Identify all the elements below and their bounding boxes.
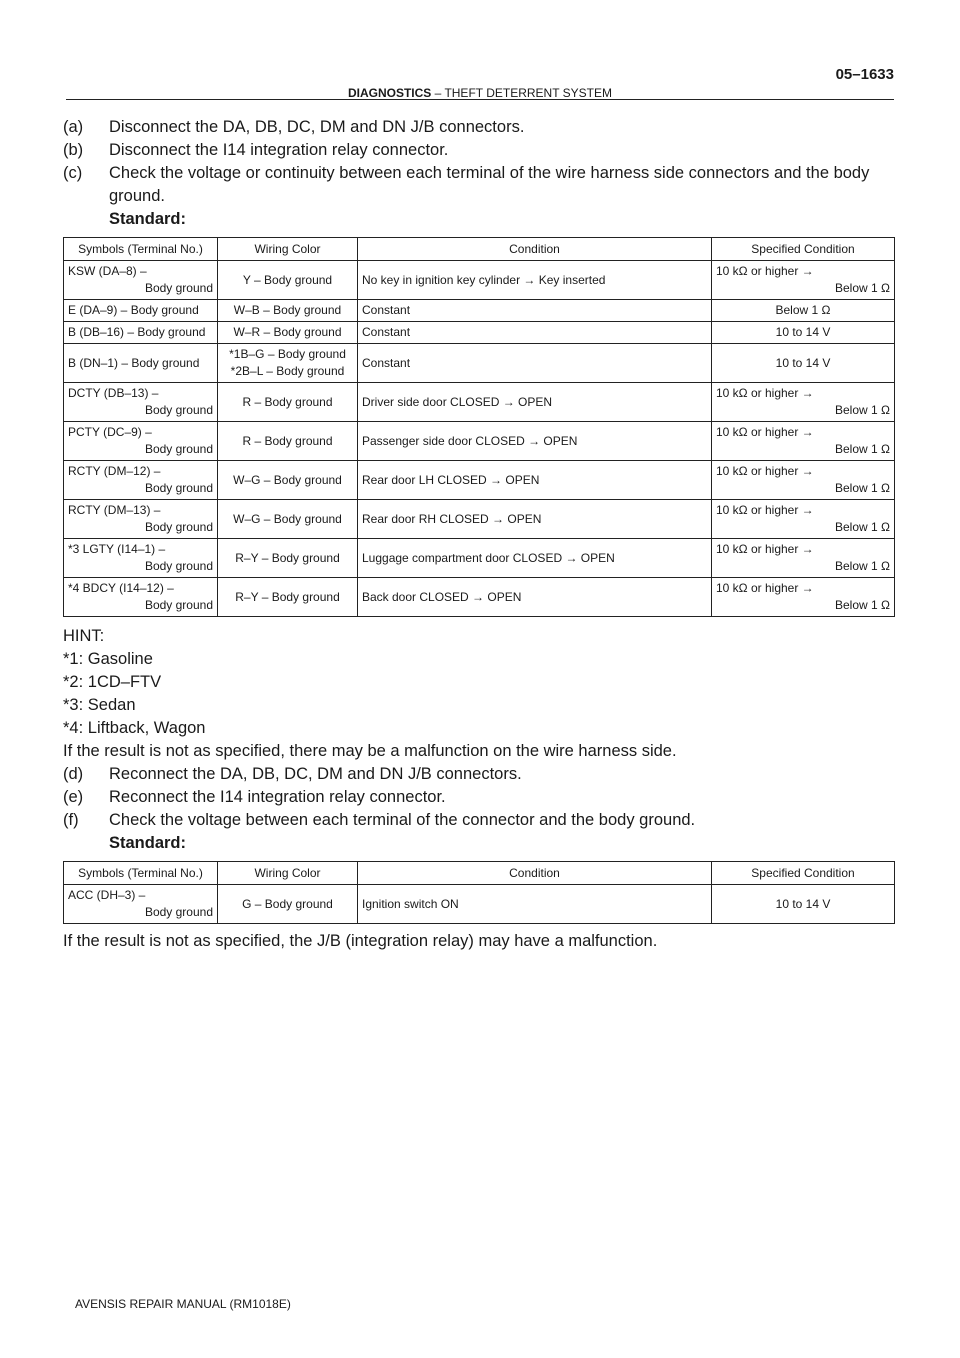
symbol-line1: DCTY (DB–13) – — [68, 386, 159, 400]
condition-cell: Passenger side door CLOSED → OPEN — [358, 422, 712, 461]
condition-cell: Rear door RH CLOSED → OPEN — [358, 500, 712, 539]
wiring-line1: W–G – Body ground — [233, 511, 342, 526]
table-row — [64, 322, 895, 344]
spec-line2: Below 1 Ω — [835, 598, 890, 612]
table-header-row — [64, 862, 895, 885]
spec-cell: 10 to 14 V — [712, 885, 895, 924]
page-header — [66, 66, 894, 100]
symbol-line2: Body ground — [144, 403, 213, 417]
symbol-cell — [64, 578, 218, 617]
hint-note-text: : Sedan — [78, 696, 136, 714]
column-header: Wiring Color — [218, 238, 358, 261]
table-row — [64, 261, 895, 300]
table-body — [64, 261, 895, 617]
step-item — [63, 162, 895, 208]
symbol-line2: Body ground — [144, 442, 213, 456]
symbol-line1: RCTY (DM–13) – — [68, 503, 161, 517]
step-label: (d) — [63, 765, 84, 783]
final-result: If the result is not as specified, the J/B (integration relay) may have a malfunction. — [63, 932, 658, 950]
hint-note-mark: *3 — [63, 696, 79, 714]
symbol-cell — [64, 383, 218, 422]
wiring-line2: *2B–L – Body ground — [230, 364, 345, 378]
wiring-cell — [218, 539, 358, 578]
hint-note-mark: *1 — [63, 650, 79, 668]
standard-label-1: Standard: — [109, 210, 187, 228]
spec-cell — [712, 261, 895, 300]
symbol-line2: Body ground — [144, 481, 213, 495]
table-row — [64, 300, 895, 322]
symbol-line1: PCTY (DC–9) – — [68, 425, 152, 439]
wiring-line1: W–G – Body ground — [233, 472, 342, 487]
hint-notes — [63, 648, 895, 740]
column-header: Condition — [358, 238, 712, 261]
table-row — [64, 539, 895, 578]
spec-cell — [712, 322, 895, 344]
step-label: (c) — [63, 164, 83, 182]
wiring-line1: *1B–G – Body ground — [229, 347, 346, 361]
wiring-line1: W–R – Body ground — [233, 325, 342, 339]
condition-cell: Back door CLOSED → OPEN — [358, 578, 712, 617]
wiring-cell — [218, 461, 358, 500]
step-item — [63, 763, 895, 786]
steps-mid — [63, 763, 895, 832]
hint-note-mark: *4 — [63, 719, 79, 737]
spec-table-1 — [63, 237, 895, 617]
hint-note — [63, 671, 895, 694]
wiring-cell — [218, 261, 358, 300]
symbol-cell — [64, 261, 218, 300]
wiring-cell — [218, 578, 358, 617]
step-text: Disconnect the DA, DB, DC, DM and DN J/B connectors. — [109, 118, 525, 136]
hint-title: HINT: — [63, 627, 105, 645]
spec-line1: 10 kΩ or higher → — [716, 425, 814, 439]
wiring-line1: W–B – Body ground — [233, 303, 342, 317]
step-text: Check the voltage between each terminal of the connector and the body ground. — [109, 811, 696, 829]
table-row — [64, 422, 895, 461]
wiring-cell — [218, 383, 358, 422]
symbol-cell — [64, 461, 218, 500]
wiring-cell: G – Body ground — [218, 885, 358, 924]
column-header: Specified Condition — [712, 238, 895, 261]
spec-line1: 10 to 14 V — [775, 355, 831, 370]
hint-note-text: : Gasoline — [78, 650, 153, 668]
steps-top — [63, 116, 895, 208]
step-item — [63, 809, 895, 832]
step-text: Check the voltage or continuity between each terminal of the wire harness side connectors and the body ground. — [109, 164, 870, 205]
wiring-line1: R–Y – Body ground — [235, 589, 340, 604]
symbol-cell — [64, 539, 218, 578]
wiring-cell — [218, 500, 358, 539]
symbol-cell — [64, 344, 218, 383]
condition-cell: Constant — [358, 300, 712, 322]
condition-cell: Rear door LH CLOSED → OPEN — [358, 461, 712, 500]
symbol-line2: Body ground — [144, 520, 213, 534]
table-row — [64, 461, 895, 500]
symbol-line2: Body ground — [144, 281, 213, 295]
wiring-line1: R–Y – Body ground — [235, 550, 340, 565]
symbol-line2: Body ground — [144, 905, 213, 919]
spec-line1: 10 kΩ or higher → — [716, 581, 814, 595]
spec-line1: 10 kΩ or higher → — [716, 386, 814, 400]
spec-line2: Below 1 Ω — [835, 481, 890, 495]
symbol-line1: KSW (DA–8) – — [68, 264, 147, 278]
column-header: Symbols (Terminal No.) — [64, 862, 218, 885]
hint-note — [63, 717, 895, 740]
symbol-line1: RCTY (DM–12) – — [68, 464, 161, 478]
hint-note-mark: *2 — [63, 673, 79, 691]
spec-cell — [712, 461, 895, 500]
step-label: (f) — [63, 811, 79, 829]
hint-note-text: : 1CD–FTV — [78, 673, 162, 691]
page-number: 05–1633 — [835, 66, 894, 83]
symbol-cell — [64, 300, 218, 322]
symbol-cell — [64, 500, 218, 539]
hint-result: If the result is not as specified, there may be a malfunction on the wire harness side. — [63, 742, 677, 760]
wiring-line1: Y – Body ground — [242, 272, 333, 287]
hint-note-text: : Liftback, Wagon — [78, 719, 206, 737]
spec-line2: Below 1 Ω — [835, 442, 890, 456]
symbol-cell — [64, 322, 218, 344]
spec-line1: Below 1 Ω — [775, 303, 831, 317]
spec-cell — [712, 500, 895, 539]
step-text: Reconnect the I14 integration relay connector. — [109, 788, 446, 806]
step-label: (b) — [63, 141, 84, 159]
wiring-cell — [218, 422, 358, 461]
table-row — [64, 383, 895, 422]
page-content — [63, 116, 895, 953]
symbol-line1: E (DA–9) – Body ground — [68, 303, 199, 317]
step-label: (e) — [63, 788, 84, 806]
wiring-line1: R – Body ground — [242, 433, 333, 448]
table-row — [64, 500, 895, 539]
step-label: (a) — [63, 118, 84, 136]
symbol-line2: Body ground — [144, 598, 213, 612]
step-item — [63, 116, 895, 139]
symbol-line1: B (DB–16) – Body ground — [68, 325, 206, 339]
step-item — [63, 786, 895, 809]
spec-line2: Below 1 Ω — [835, 281, 890, 295]
spec-cell — [712, 344, 895, 383]
spec-cell — [712, 539, 895, 578]
symbol-line2: Body ground — [144, 559, 213, 573]
spec-cell — [712, 578, 895, 617]
condition-cell: No key in ignition key cylinder → Key inserted — [358, 261, 712, 300]
condition-cell: Luggage compartment door CLOSED → OPEN — [358, 539, 712, 578]
spec-cell — [712, 422, 895, 461]
symbol-cell — [64, 422, 218, 461]
table-row — [64, 578, 895, 617]
condition-cell: Constant — [358, 322, 712, 344]
wiring-line1: R – Body ground — [242, 394, 333, 409]
symbol-line1: ACC (DH–3) – — [68, 888, 146, 902]
condition-cell: Ignition switch ON — [358, 885, 712, 924]
symbol-line1: *4 BDCY (I14–12) – — [68, 581, 174, 595]
symbol-line1: B (DN–1) – Body ground — [68, 355, 200, 370]
table-body — [64, 885, 895, 924]
hint-note — [63, 694, 895, 717]
spec-line1: 10 kΩ or higher → — [716, 503, 814, 517]
spec-line1: 10 kΩ or higher → — [716, 464, 814, 478]
wiring-cell — [218, 300, 358, 322]
spec-line2: Below 1 Ω — [835, 403, 890, 417]
column-header: Wiring Color — [218, 862, 358, 885]
condition-cell: Driver side door CLOSED → OPEN — [358, 383, 712, 422]
page-footer: AVENSIS REPAIR MANUAL (RM1018E) — [75, 1297, 291, 1311]
column-header: Condition — [358, 862, 712, 885]
section-title: DIAGNOSTICS – THEFT DETERRENT SYSTEM — [347, 86, 613, 100]
spec-cell — [712, 383, 895, 422]
spec-line2: Below 1 Ω — [835, 520, 890, 534]
hint-note — [63, 648, 895, 671]
spec-line1: 10 to 14 V — [775, 325, 831, 339]
spec-line1: 10 kΩ or higher → — [716, 542, 814, 556]
step-text: Disconnect the I14 integration relay connector. — [109, 141, 449, 159]
spec-line1: 10 kΩ or higher → — [716, 264, 814, 278]
header-divider — [66, 99, 894, 100]
symbol-line1: *3 LGTY (I14–1) – — [68, 542, 166, 556]
symbol-cell — [64, 885, 218, 924]
step-text: Reconnect the DA, DB, DC, DM and DN J/B connectors. — [109, 765, 522, 783]
condition-cell: Constant — [358, 344, 712, 383]
wiring-cell — [218, 344, 358, 383]
table-row — [64, 885, 895, 924]
spec-table-2 — [63, 861, 895, 924]
column-header: Symbols (Terminal No.) — [64, 238, 218, 261]
column-header: Specified Condition — [712, 862, 895, 885]
table-row — [64, 344, 895, 383]
spec-cell — [712, 300, 895, 322]
step-item — [63, 139, 895, 162]
spec-line2: Below 1 Ω — [835, 559, 890, 573]
wiring-cell — [218, 322, 358, 344]
table-header-row — [64, 238, 895, 261]
standard-label-2: Standard: — [109, 834, 187, 852]
